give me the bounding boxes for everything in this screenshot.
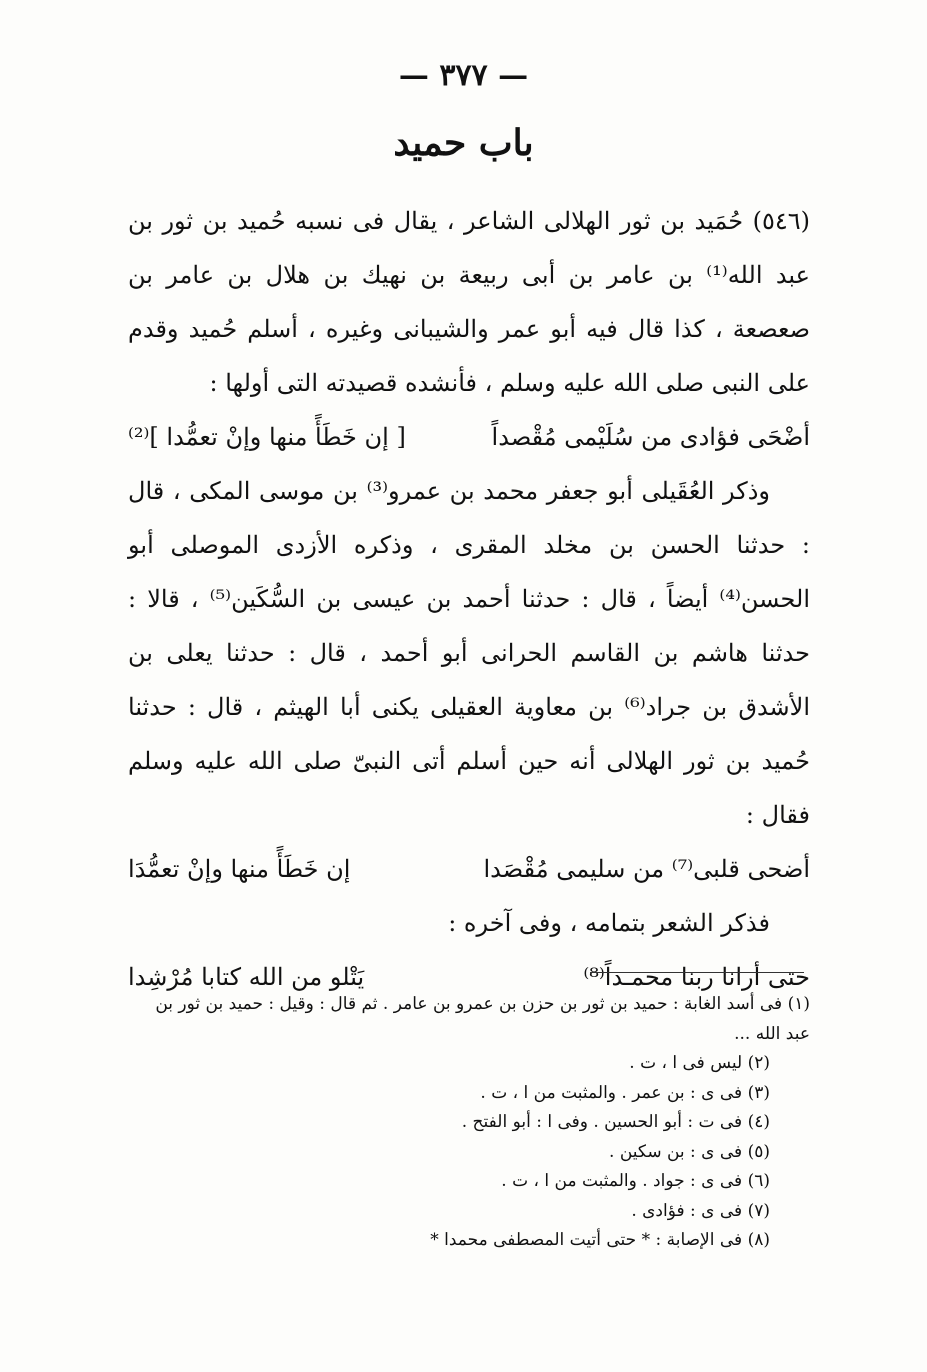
verse-line [128, 410, 810, 464]
paragraph-continuation: فذكر الشعر بتمامه ، وفى آخره : [448, 909, 770, 937]
paragraph-entry-546: (٥٤٦) حُمَيد بن ثور الهلالى الشاعر ، يقال فى نسبه حُميد بن ثور بن عبد الله⁽¹⁾ بن عامر بن أبى ربيعة بن نهيك بن هلال بن عامر بن صعصعة ، كذا قال فيه أبو عمر والشيبانى وغيره ، أسلم حُميد وقدم على النبى صلى الله عليه وسلم ، فأنشده قصيدته التى أولها : [128, 207, 810, 397]
footnote-3: (٣) فى ى : بن عمر . والمثبت من ا ، ت . [480, 1082, 770, 1103]
verse-hemistich-second: يَتْلو من الله كتابا مُرْشِدا [128, 963, 365, 991]
footnote-8: (٨) فى الإصابة : * حتى أتيت المصطفى محمدا * [430, 1230, 770, 1250]
page-number: — ٣٧٧ — [398, 58, 529, 93]
footnote-divider [590, 972, 804, 973]
verse-hemistich-first: حتى أرانا ربنا محمـداً⁽⁸⁾ [583, 963, 810, 991]
main-text [128, 194, 810, 1004]
footnote-6: (٦) فى ى : جواد . والمثبت من ا ، ت . [501, 1171, 770, 1191]
verse-hemistich-second: إن خَطَأً منها وإنْ تعمُّدَا [128, 855, 351, 883]
verse-line [128, 842, 810, 896]
footnote-1: (١) فى أسد الغابة : حميد بن ثور بن حزن بن عمرو بن عامر . ثم قال : وقيل : حميد بن ثور بن عبد الله ... [155, 994, 810, 1044]
chapter-title: باب حميد [393, 122, 534, 164]
footnote-4: (٤) فى ت : أبو الحسين . وفى ا : أبو الفتح . [461, 1112, 770, 1132]
verse-hemistich-first: أضحى قلبى⁽⁷⁾ من سليمى مُقْصَدا [483, 855, 810, 883]
paragraph-isnad: وذكر العُقَيلى أبو جعفر محمد بن عمرو⁽³⁾ بن موسى المكى ، قال : حدثنا الحسن بن مخلد المقرى ، وذكره الأزدى الموصلى أبو الحسن⁽⁴⁾ أيضاً ، قال : حدثنا أحمد بن عيسى بن السُّكَين⁽⁵⁾ ، قالا : حدثنا هاشم بن القاسم الحرانى أبو أحمد ، قال : حدثنا يعلى بن الأشدق بن جراد⁽⁶⁾ بن معاوية العقيلى يكنى أبا الهيثم ، قال : حدثنا حُميد بن ثور الهلالى أنه حين أسلم أتى النبىّ صلى الله عليه وسلم فقال : [128, 477, 810, 829]
verse-hemistich-first: أضْحَى فؤادى من سُلَيْمى مُقْصداً [491, 423, 810, 451]
footnote-7: (٧) فى ى : فؤادى . [631, 1200, 770, 1221]
verse-hemistich-second: [ إن خَطَأً منها وإنْ تعمُّدا ]⁽²⁾ [128, 423, 406, 451]
footnote-2: (٢) ليس فى ا ، ت . [629, 1053, 770, 1073]
footnote-5: (٥) فى ى : بن سكين . [609, 1141, 770, 1162]
footnotes [140, 990, 810, 1256]
